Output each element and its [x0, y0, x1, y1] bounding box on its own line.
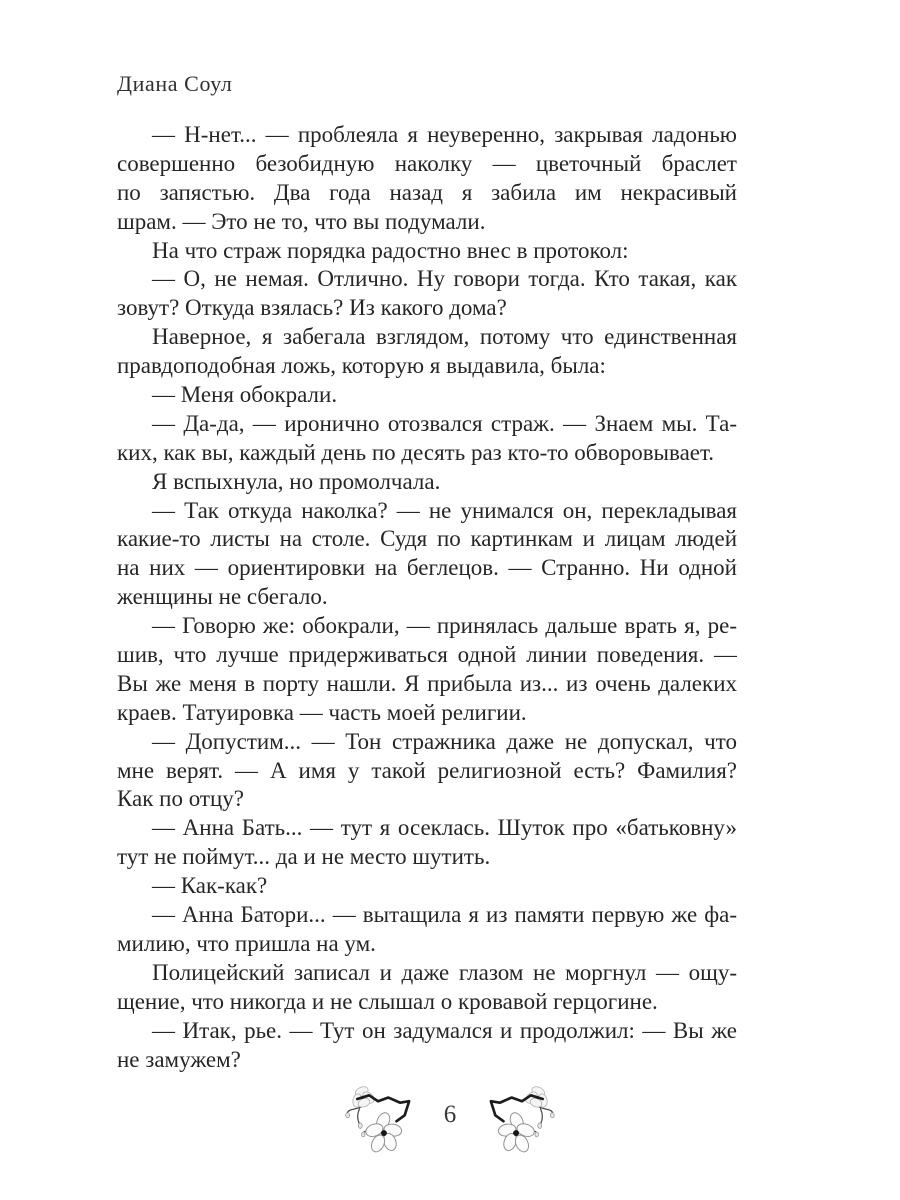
text-line: На что страж порядка радостно внес в протокол: [152, 237, 629, 263]
paragraph [117, 872, 737, 901]
text-line: — Говорю же: обокрали, — принялась дальше врать я, ре- [152, 613, 737, 639]
text-line: краев. Татуировка — часть моей религии. [117, 699, 527, 725]
paragraph [117, 121, 737, 237]
paragraph [117, 410, 737, 468]
text-line: — Анна Батори... — вытащила я из памяти первую же фа- [152, 902, 737, 928]
text-line: шрам. — Это не то, что вы подумали. [117, 208, 486, 234]
flower-branch-ornament-right-icon [482, 1078, 556, 1160]
text-line: — Анна Бать... — тут я осеклась. Шуток про «батьковну» [152, 815, 737, 841]
paragraph [117, 323, 737, 381]
text-line: зовут? Откуда взялась? Из какого дома? [117, 295, 507, 321]
text-line: — Итак, рье. — Тут он задумался и продолжил: — Вы же [152, 1017, 737, 1043]
text-line: Наверное, я забегала взглядом, потому что единственная [152, 324, 737, 350]
paragraph [117, 814, 737, 872]
paragraph [117, 1017, 737, 1075]
running-head-author: Диана Соул [117, 71, 233, 96]
text-line: Вы же меня в порту нашли. Я прибыла из... из очень далеких [117, 670, 737, 696]
flower-branch-ornament-left-icon [344, 1078, 418, 1160]
text-line: Я вспыхнула, но промолчала. [152, 468, 441, 494]
text-line: не замужем? [117, 1046, 241, 1072]
paragraph [117, 959, 737, 1017]
paragraph [117, 901, 737, 959]
page-footer [0, 1078, 900, 1160]
text-line: милию, что пришла на ум. [117, 930, 376, 956]
text-line: Как по отцу? [117, 786, 244, 812]
text-line: — Н-нет... — проблеяла я неуверенно, закрывая ладонью [152, 122, 737, 147]
text-line: — Как-как? [152, 873, 268, 899]
text-line: тут не поймут... да и не место шутить. [117, 844, 491, 870]
text-line: правдоподобная ложь, которую я выдавила, была: [117, 353, 606, 379]
text-line: мне верят. — А имя у такой религиозной есть? Фамилия? [117, 757, 737, 783]
paragraph [117, 468, 737, 497]
text-line: Полицейский записал и даже глазом не моргнул — ощу- [152, 959, 737, 985]
text-line: — Меня обокрали. [152, 382, 338, 408]
paragraph [117, 265, 737, 323]
paragraph [117, 612, 737, 728]
text-line: на них — ориентировки на беглецов. — Странно. Ни одной [117, 555, 737, 581]
paragraph [117, 381, 737, 410]
text-line: какие-то листы на столе. Судя по картинкам и лицам людей [117, 526, 737, 552]
text-line: совершенно безобидную наколку — цветочный браслет [117, 150, 737, 176]
large-flower [498, 1111, 537, 1154]
text-line: женщины не сбегало. [117, 584, 328, 610]
paragraph [117, 237, 737, 266]
text-line: щение, что никогда и не слышал о кровавой герцогине. [117, 988, 658, 1014]
text-block [117, 121, 737, 1074]
large-flower [364, 1111, 403, 1154]
page-number: 6 [443, 1101, 457, 1128]
text-line: по запястью. Два года назад я забила им некрасивый [117, 179, 737, 205]
text-line: шив, что лучше придерживаться одной линии поведения. — [117, 642, 737, 668]
paragraph [117, 497, 737, 613]
paragraph [117, 728, 737, 815]
text-line: — Да-да, — иронично отозвался страж. — Знаем мы. Та- [152, 410, 737, 436]
text-line: ких, как вы, каждый день по десять раз кто-то обворовывает. [117, 439, 715, 465]
text-line: — О, не немая. Отлично. Ну говори тогда. Кто такая, как [152, 266, 737, 292]
text-line: — Так откуда наколка? — не унимался он, перекладывая [152, 497, 737, 523]
text-line: — Допустим... — Тон стражника даже не допускал, что [152, 728, 737, 754]
